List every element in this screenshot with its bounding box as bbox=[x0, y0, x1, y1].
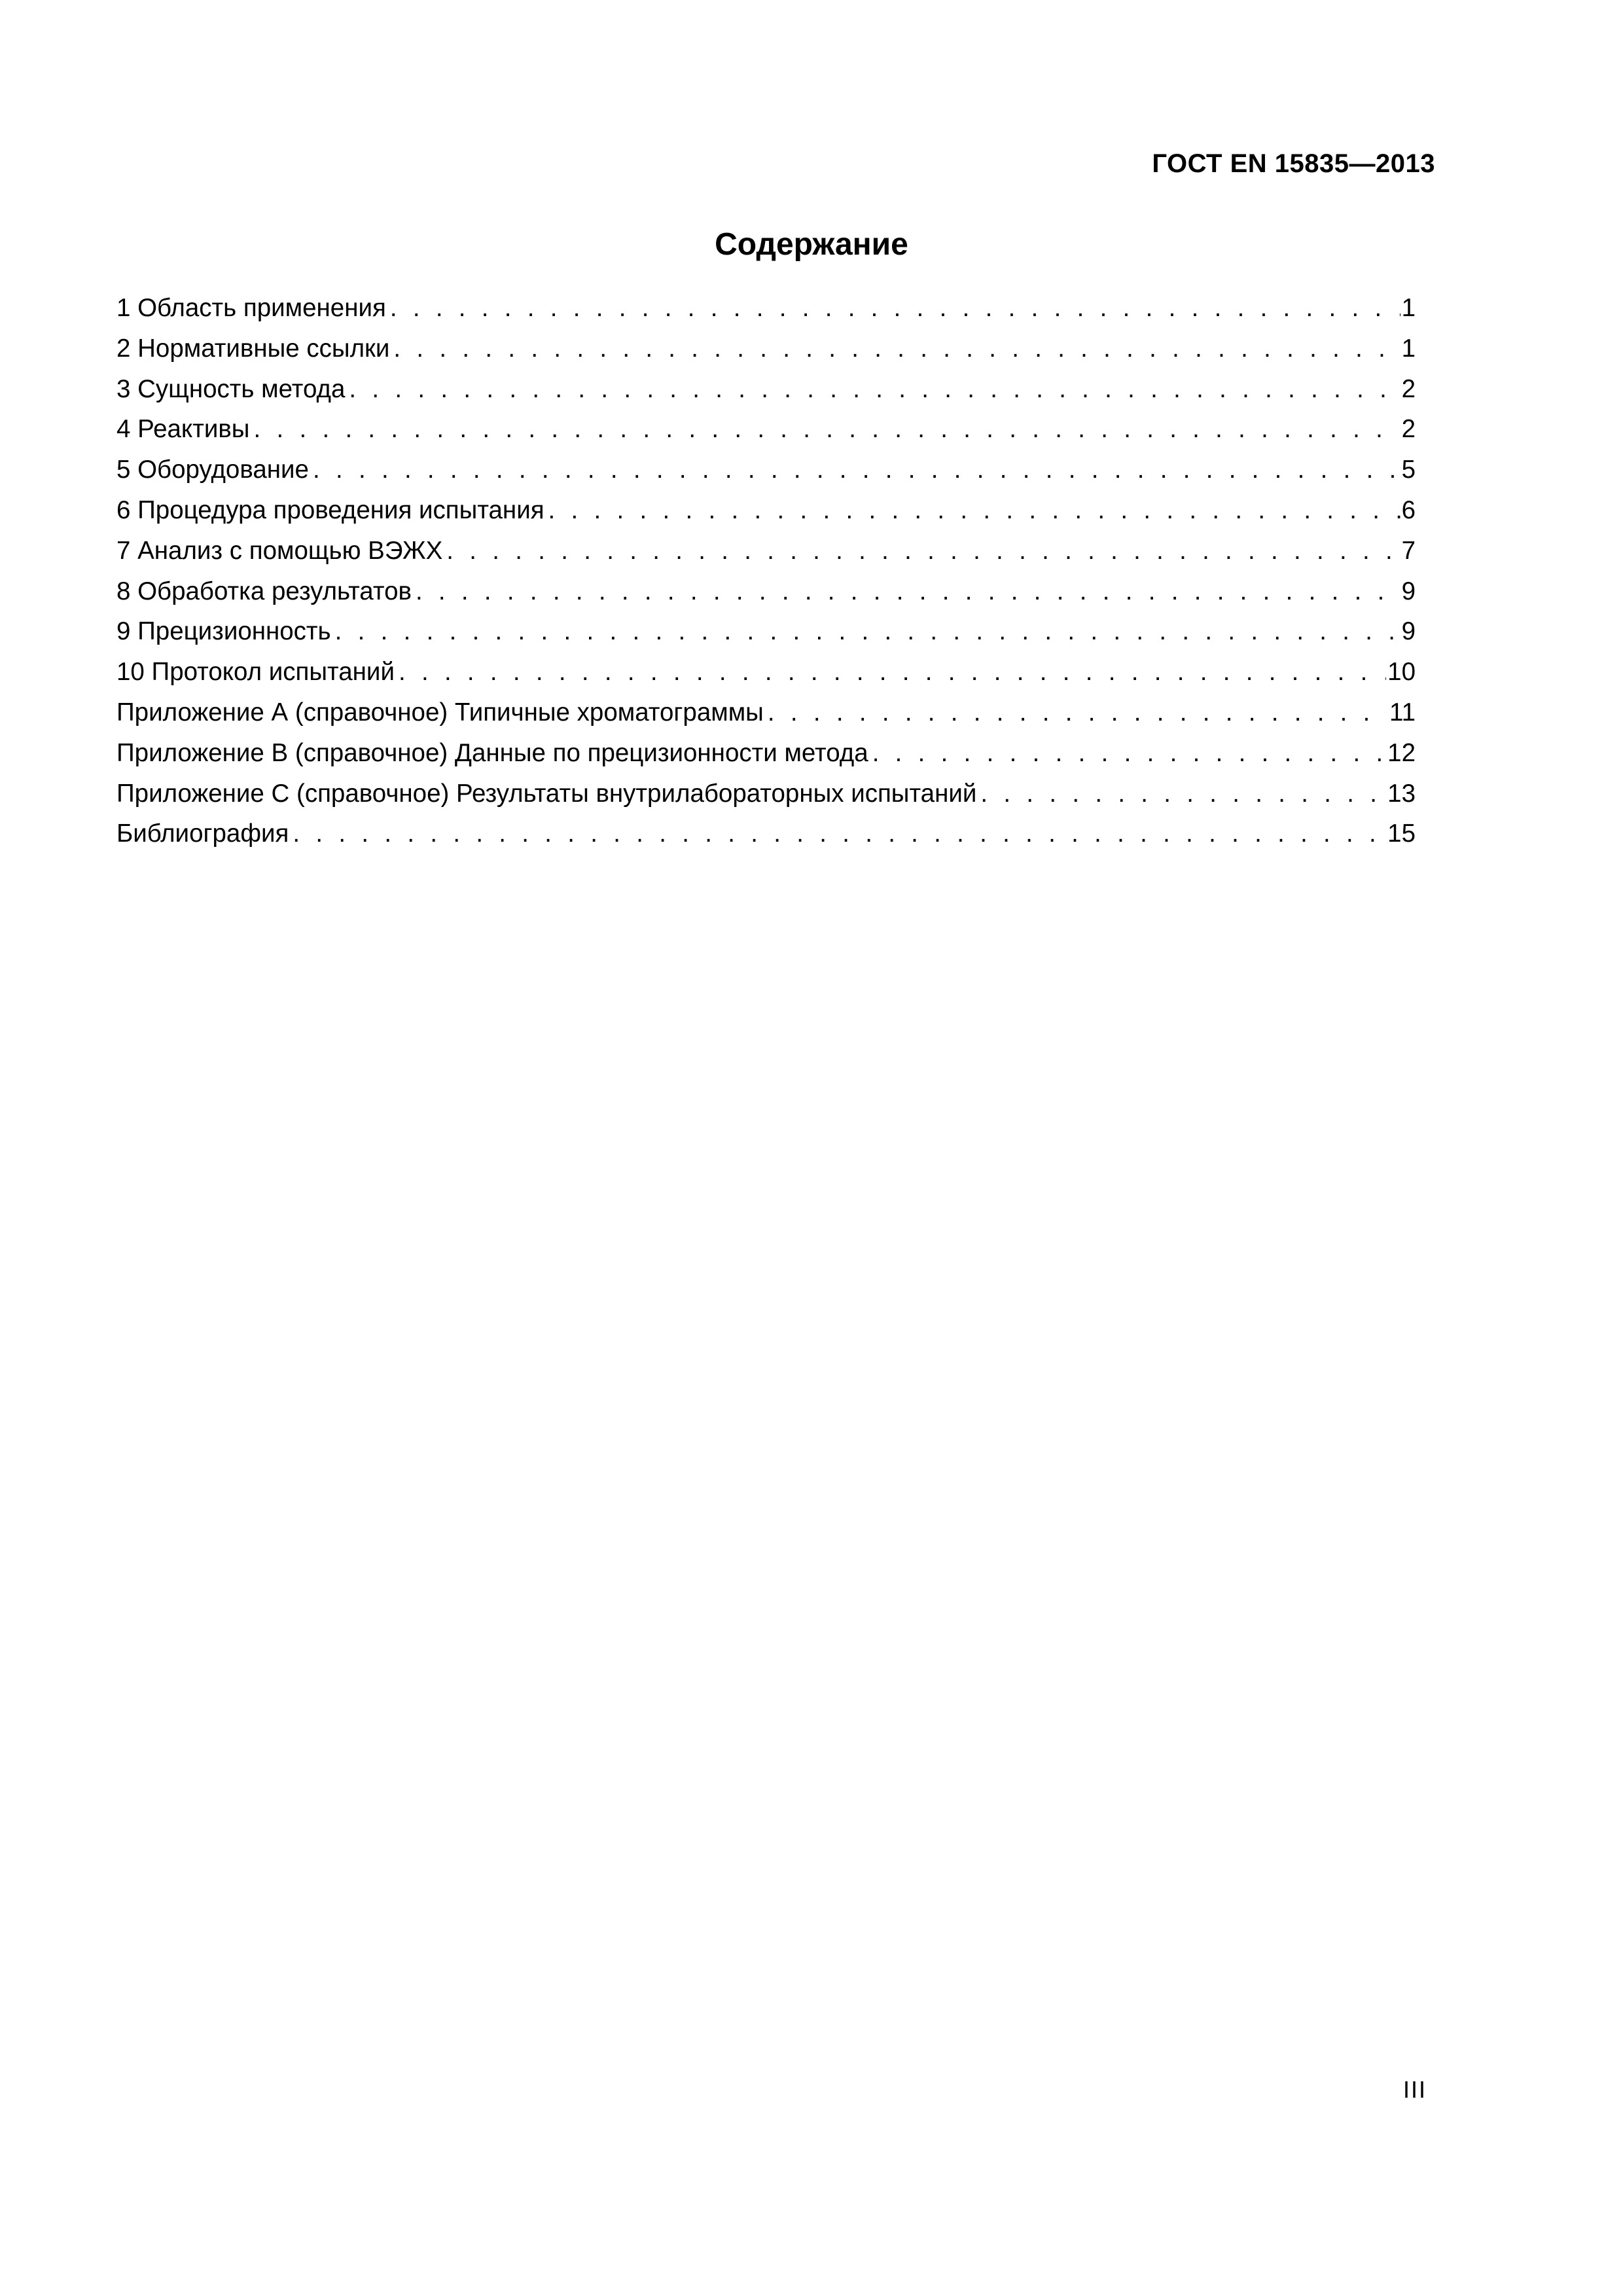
toc-entry-label: 8 Обработка результатов bbox=[116, 577, 412, 605]
toc-entry-page: 6 bbox=[1401, 495, 1416, 524]
toc-entry[interactable] bbox=[116, 739, 1416, 780]
toc-entry-label: Приложение С (справочное) Результаты внутрилабораторных испытаний bbox=[116, 779, 977, 808]
toc-entry[interactable] bbox=[116, 577, 1416, 618]
toc-entry-page: 13 bbox=[1387, 779, 1416, 808]
standard-code-header: ГОСТ EN 15835—2013 bbox=[1152, 149, 1435, 178]
toc-dot-leader bbox=[253, 415, 1400, 444]
toc-entry-page: 15 bbox=[1387, 819, 1416, 848]
toc-entry-label: 4 Реактивы bbox=[116, 415, 250, 444]
toc-entry-page: 1 bbox=[1401, 334, 1416, 363]
toc-dot-leader bbox=[548, 496, 1400, 525]
toc-entry-label: Приложение А (справочное) Типичные хроматограммы bbox=[116, 698, 764, 726]
toc-entry[interactable] bbox=[116, 658, 1416, 698]
toc-dot-leader bbox=[872, 739, 1386, 768]
toc-entry[interactable] bbox=[116, 294, 1416, 334]
toc-dot-leader bbox=[416, 577, 1400, 606]
toc-dot-leader bbox=[390, 294, 1400, 323]
toc-entry[interactable] bbox=[116, 780, 1416, 820]
toc-title: Содержание bbox=[715, 227, 908, 262]
toc-dot-leader bbox=[399, 658, 1386, 687]
toc-entry-page: 9 bbox=[1401, 617, 1416, 646]
toc-entry[interactable] bbox=[116, 456, 1416, 496]
toc-entry-label: 5 Оборудование bbox=[116, 456, 309, 484]
toc-entry-label: 2 Нормативные ссылки bbox=[116, 334, 390, 363]
toc-dot-leader bbox=[293, 819, 1386, 848]
toc-entry[interactable] bbox=[116, 537, 1416, 577]
toc-dot-leader bbox=[335, 617, 1400, 646]
toc-entry-label: 6 Процедура проведения испытания bbox=[116, 495, 544, 524]
toc-entry-page: 12 bbox=[1387, 738, 1416, 767]
toc-entry-label: 7 Анализ с помощью ВЭЖХ bbox=[116, 536, 443, 565]
toc-entry-label: 3 Сущность метода bbox=[116, 374, 346, 403]
toc-entry-page: 7 bbox=[1401, 536, 1416, 565]
toc-dot-leader bbox=[349, 375, 1400, 404]
toc-entry[interactable] bbox=[116, 819, 1416, 860]
toc-dot-leader bbox=[393, 334, 1400, 363]
toc-entry[interactable] bbox=[116, 415, 1416, 456]
toc-entry[interactable] bbox=[116, 375, 1416, 416]
toc-dot-leader bbox=[313, 456, 1400, 484]
toc-entry-page: 2 bbox=[1401, 415, 1416, 444]
toc-entry-page: 11 bbox=[1389, 698, 1416, 726]
toc-dot-leader bbox=[768, 698, 1388, 727]
toc-entry-label: Приложение В (справочное) Данные по прецизионности метода bbox=[116, 738, 868, 767]
page-number: III bbox=[1402, 2076, 1427, 2103]
toc-entry-label: 10 Протокол испытаний bbox=[116, 658, 395, 687]
toc-entry-page: 10 bbox=[1387, 658, 1416, 687]
toc-entry[interactable] bbox=[116, 496, 1416, 537]
toc-entry[interactable] bbox=[116, 334, 1416, 375]
toc-entry-page: 1 bbox=[1401, 294, 1416, 322]
toc-entry[interactable] bbox=[116, 698, 1416, 739]
toc-entry[interactable] bbox=[116, 617, 1416, 658]
toc-entry-page: 5 bbox=[1401, 456, 1416, 484]
toc-entry-label: Библиография bbox=[116, 819, 289, 848]
toc-dot-leader bbox=[980, 780, 1386, 808]
toc-entry-page: 2 bbox=[1401, 374, 1416, 403]
toc-entry-label: 1 Область применения bbox=[116, 294, 386, 322]
toc-dot-leader bbox=[446, 537, 1400, 565]
toc-entry-label: 9 Прецизионность bbox=[116, 617, 331, 646]
table-of-contents bbox=[116, 294, 1416, 860]
toc-entry-page: 9 bbox=[1401, 577, 1416, 605]
